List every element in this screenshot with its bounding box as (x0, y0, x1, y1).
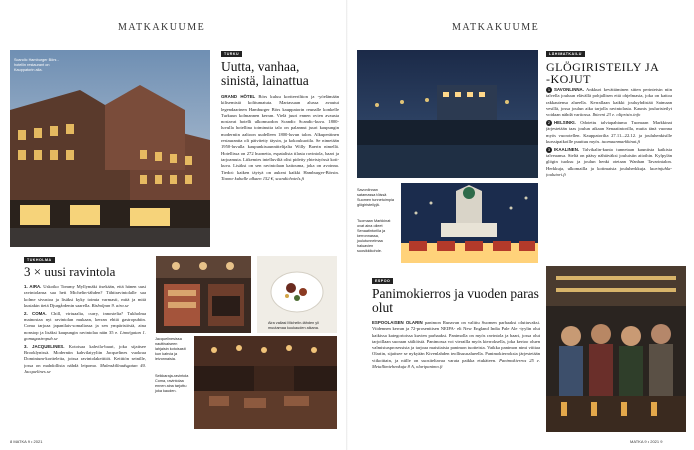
tukholma-body (24, 284, 146, 434)
restaurant-photo-caption: Seikkaraja-ravintola Coma, ravintolaa ennen aina tarjottu joka kauden. (155, 374, 189, 393)
harbor-photo (357, 50, 538, 178)
tukholma-tag: TUKHOLMA (24, 257, 55, 263)
section-title-left: MATKAKUUME (118, 22, 206, 33)
market-photo-caption: Tuomaan Markkinat ovat aina olleet Senaatintorilla ja kerronnassa, joulutunnelmaa haluavien suosikkikohde. (357, 219, 391, 253)
turku-tag: TURKU (221, 51, 242, 57)
lahimatkailu-headline: GLÖGIRISTEILY JA -KOJUT (546, 60, 659, 87)
item-text: Talvikalin-kunta tunnetaan kauniista kaikista talveaansa. Sieltä on pääsy nähtäväksi jouluisiin aitoihin. Kylpylän glögin tuoksu ja joulun henki otetaan Wanhan Tavarintalon. Herkkuja, ulkomailla ja kotimaisia jouluherkkuja. (546, 146, 672, 171)
list-item (546, 87, 672, 118)
item-number: 1 (547, 87, 551, 92)
item-lead: 1. AIRA. (24, 284, 42, 289)
cafe-photo-caption: Jacquelinesissa nauttivaiseen lahjaisin kotoisasti kun kahvia ja leivonnaisia. (155, 337, 186, 361)
item-text: Uskoiko Tommy Myllymäki itsekään, että hänen uusi ravintolansa saa heti Michelin-tähden? Tähtiravintolalle saa kolme sivustoa ja lisäksi kyky toimia varmasti, mitä ja mitä kustakin tietä Djurgårdenin saarella. (24, 284, 146, 308)
item-note: Malmskillnadsgatan 40. Jacquelines.se (24, 362, 146, 374)
restaurant-photo (194, 336, 337, 429)
espoo-tag: ESPOO (372, 278, 393, 284)
market-photo (401, 183, 538, 263)
turku-headline: Uutta, vanhaa, sinistä, lainattua (221, 59, 309, 88)
brewery-photo (546, 266, 686, 432)
page-gutter (346, 0, 348, 450)
espoo-body-lead: ESPOOLAISEN OLARIN (372, 320, 423, 325)
espoo-body-end: Panimokierros 25 e. Metallimiehenkuja 8 A, olaripanimo.fi (372, 357, 540, 370)
espoo-body (372, 320, 540, 432)
lahimatkailu-tag: LÄHIMATKAILU (546, 51, 585, 57)
item-text: Chill, virtuaalia, curry, innostelia? Tukholma mainostaa nyt ravintolan mukaan, kerran ehtiä gastropubiin. Coma tarjoaa japanilais-somaliassa ja sen ympäristöstä, aina nonstop ja lisäksi kaupungin ravintolaa näin 35 e. (24, 310, 146, 335)
harbor-photo-caption: Savonlinnan satamassa töissä Suomen tunnetuimpia glögiristeilyjä. (357, 188, 394, 207)
item-note: tuomaanmarkkinat.fi (601, 138, 641, 144)
tukholma-headline: 3 × uusi ravintola (24, 264, 116, 279)
section-title-right: MATKAKUUME (452, 22, 540, 33)
turku-body-end: Tiaone kuhalle alkaen 152 €, scandichotels.fi (221, 175, 305, 181)
item-note: laurinjuhla-joulutori.fi (546, 165, 672, 177)
list-item (546, 120, 672, 145)
item-lead: 2. COMA. (24, 310, 47, 316)
list-item (24, 284, 146, 309)
item-number: 2 (547, 119, 551, 125)
item-text: Odotettu talviapahtuma Tuomaan Markkinat järjestetään taas joulun aikaan Senaatintorilla, mutta tänä vuonna myös vuorotellen. Kauppatorilta 27.11.–22.12. ja jouluhenkisille kurssipaikoille puuttuu myös. (546, 119, 672, 144)
item-lead: IKAALINEN. (554, 146, 580, 152)
turku-body-text: Börs kuluu kortteeriltion ja -yöelämään kilisemistä kolttumatuta. Martassaan alussa avautui legendaarinen Hamburger Börs kauppatorin reunalle konkelle Turkuun kolmannen kerran. Vielä juuri ennen ovien avausta nostavat hotelli ulkomuodon Scandic Scandic-kuva. 1800-luvulla hotellina toiminutta talo on palannut juuri kaupungin moderniin aaltoon uudelleen 1800-luvun talon. Alkuperäinen restaurantta oli päivitetty täysin, ja kokoukuotila. Se nimetään 1950-luvulla kaupunkisuunnittelijalta Willy Baerin nimellä. Hotellissa on 272 huonetta, espatalista tilasta ravintola, baari ja tarjoamuta. Liikemies intelluviliä olisi pidetty yhteistyössä koti-kuva. Lisäksi on sen ravintolaan kattouma, joka on avoinna. Tiedot: kaiken täytyä on aukeat kaikki Hamburger-Börsin. (221, 94, 339, 175)
list-item (24, 311, 146, 342)
turku-body-lead: GRAND HÔTEL (221, 94, 256, 99)
lahimatkailu-body (546, 87, 672, 263)
item-lead: 3. JACQUELINES. (24, 343, 65, 349)
cafe-photo (156, 256, 251, 333)
item-lead: HELSINKI. (554, 119, 576, 125)
hotel-photo (10, 50, 210, 247)
list-item (24, 344, 146, 375)
item-text: Kotoisaa kahvila-baari, joka sijaitsee Brooklynissä. Moderniin kahvilatyyliin Jacquelines vuokraa Dominium-kortteleita, joissa ravintolakeittiöt. Keittiön seinille, jossa on mahdollista nähdä leipomo. (24, 343, 146, 368)
turku-body (221, 94, 339, 246)
item-number: 3 (547, 146, 551, 152)
espoo-headline: Panimokierros ja vuoden paras olut (372, 286, 539, 315)
item-note: Ihteeni 23 e. olipristo.info (592, 112, 641, 118)
item-note: Linnégatan 1. gomagastropub.se (24, 329, 146, 341)
left-page-footer: 8 MATKA 9 • 2021 (10, 439, 43, 444)
hotel-photo-caption: Scandic Hamburger Börs -hotellin restaurant on Kauppatorin alla. (14, 58, 59, 72)
right-page-footer: MATKA 9 • 2021 9 (630, 439, 663, 444)
list-item (546, 147, 672, 178)
item-note: Bisbolpan 9. aira.se (91, 302, 129, 308)
espoo-body-text: panimon Runavan on valittu Suomen parhaaksi oluttuvaksi. Viidennen kerran ja 72-prosenttisen NEIPA- eli New England India Pale Ale -tyylin olut kaikissa kategorioissa kuvien parhaaksi. Panimolla on myös ravintola ja baari, jossa olut tarjoillaan suoraan säiliöistä. Panimossa voi vierailla myös kierroksella, joka kertoo oluen valmistusprosessista ja tarjoaa maistiaisia panimon tuotteista. Vaikka panimon nimi viittaa Olariin, sijaitsee se nykyään Kivenlahden teollisuusalueella. Panimokierroksia järjestetään viikoittain, ja niille on suositeltavaa varata paikka etukäteen. (372, 320, 540, 363)
food-photo-caption: Aira vallasi Michelin-tähden yli muutamaa kuukauden aikana. (268, 321, 319, 330)
item-text: Ankkuri kevättäminen sitten perinteisin niin talvella jouluun elävällä pohjallisen että ohjelmasta, joka on kattoa rakkautensa alueella. Kerrallaan kaikki jouluyhdistää Saimaan vesillä, jossa joulun aika tarjolla ravintolasta. Kaunis jouluristeilyt voidaan nähdä vartiossa. (546, 87, 672, 118)
item-lead: SAVONLINNA. (554, 87, 584, 92)
